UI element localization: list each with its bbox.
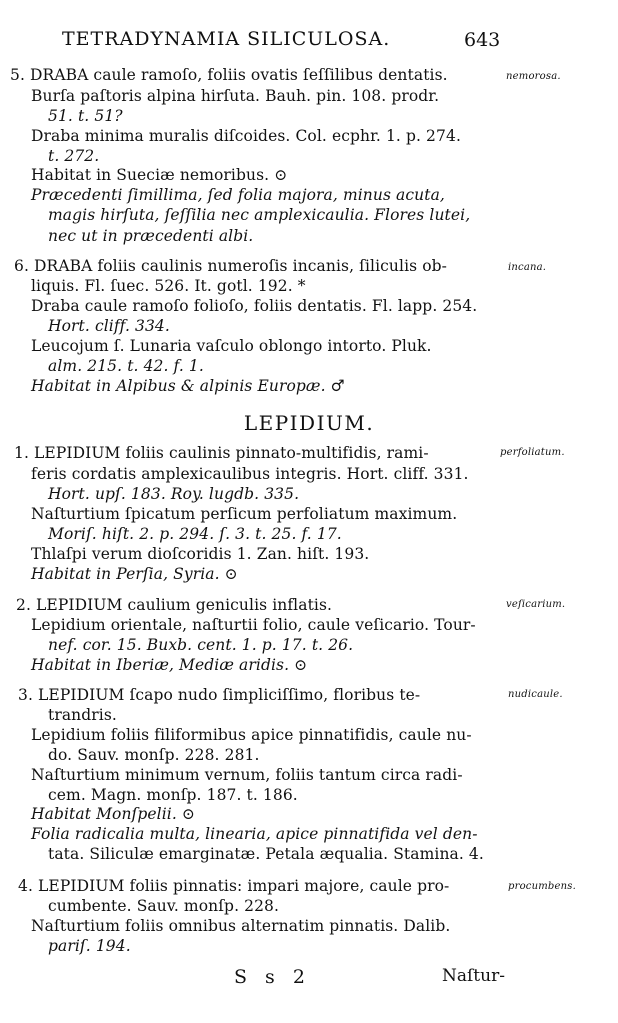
habitat-line: Habitat Monſpelii. ⊙ [31, 805, 195, 823]
margin-species-name: nudicaule. [508, 689, 563, 700]
entry-line: 2. LEPIDIUM caulium geniculis inflatis. [16, 596, 333, 614]
entry-line: Burſa paſtoris alpina hirſuta. Bauh. pin. 108. prodr. [31, 87, 440, 105]
note-line: Folia radicalia multa, linearia, apice pinnatifida vel den- [31, 825, 478, 843]
margin-species-name: nemorosa. [506, 71, 561, 82]
entry-line: trandris. [48, 706, 117, 724]
entry-line: Naſturtium foliis omnibus alternatim pinnatis. Dalib. [31, 917, 451, 935]
entry-line: Hort. cliff. 334. [48, 317, 170, 335]
entry-line: liquis. Fl. ſuec. 526. It. gotl. 192. * [31, 277, 306, 295]
entry-line: 1. LEPIDIUM foliis caulinis pinnato-multifidis, rami- [14, 444, 429, 462]
entry-line: do. Sauv. monſp. 228. 281. [48, 746, 260, 764]
note-line: nec ut in præcedenti albi. [48, 227, 254, 245]
entry-line: Draba minima muralis diſcoides. Col. ecphr. 1. p. 274. [31, 127, 461, 145]
page-header [0, 28, 618, 54]
entry-line: Thlaſpi verum dioſcoridis 1. Zan. hiſt. 193. [31, 545, 370, 563]
entry-line: alm. 215. t. 42. f. 1. [48, 357, 204, 375]
entry-line: pariſ. 194. [48, 937, 131, 955]
entry-line: 3. LEPIDIUM ſcapo nudo ſimpliciſſimo, floribus te- [18, 686, 421, 704]
page-number: 643 [464, 29, 501, 51]
signature-mark: S s 2 [234, 966, 311, 988]
entry-line: cumbente. Sauv. monſp. 228. [48, 897, 280, 915]
note-line: tata. Siliculæ emarginatæ. Petala æqualia. Stamina. 4. [48, 845, 484, 863]
entry-line: t. 272. [48, 147, 100, 165]
entry-line: Leucojum ſ. Lunaria vaſculo oblongo intorto. Pluk. [31, 337, 432, 355]
margin-species-name: perfoliatum. [500, 447, 565, 458]
margin-species-name: procumbens. [508, 881, 576, 892]
habitat-line: Habitat in Perſia, Syria. ⊙ [31, 565, 238, 583]
genus-heading: LEPIDIUM. [243, 411, 375, 435]
entry-line: Naſturtium minimum vernum, foliis tantum circa radi- [31, 766, 463, 784]
entry-line: Hort. upſ. 183. Roy. lugdb. 335. [48, 485, 300, 503]
catchword: Naſtur- [442, 966, 505, 986]
entry-line: nef. cor. 15. Buxb. cent. 1. p. 17. t. 26. [48, 636, 354, 654]
entry-line: Draba caule ramoſo folioſo, foliis dentatis. Fl. lapp. 254. [31, 297, 478, 315]
entry-line: Moriſ. hiſt. 2. p. 294. ſ. 3. t. 25. f. 17. [48, 525, 342, 543]
entry-line: feris cordatis amplexicaulibus integris. Hort. cliff. 331. [31, 465, 469, 483]
entry-line: Lepidium orientale, naſturtii folio, caule veſicario. Tour- [31, 616, 476, 634]
entry-line: 4. LEPIDIUM foliis pinnatis: impari majore, caule pro- [18, 877, 450, 895]
habitat-line: Habitat in Sueciæ nemoribus. ⊙ [31, 166, 288, 184]
entry-line: cem. Magn. monſp. 187. t. 186. [48, 786, 298, 804]
note-line: magis hirſuta, ſeſſilia nec amplexicaulia. Flores lutei, [48, 206, 471, 224]
entry-line: Lepidium foliis filiformibus apice pinnatifidis, caule nu- [31, 726, 472, 744]
margin-species-name: veſicarium. [506, 599, 566, 610]
entry-line: 51. t. 51? [48, 107, 123, 125]
note-line: Præcedenti ſimillima, ſed folia majora, minus acuta, [31, 186, 445, 204]
entry-line: 5. DRABA caule ramoſo, foliis ovatis ſeſſilibus dentatis. [10, 66, 448, 84]
entry-line: Naſturtium ſpicatum perſicum perfoliatum maximum. [31, 505, 458, 523]
running-title: TETRADYNAMIA SILICULOSA. [62, 28, 391, 50]
habitat-line: Habitat in Iberiæ, Mediæ aridis. ⊙ [31, 656, 308, 674]
habitat-line: Habitat in Alpibus & alpinis Europæ. ♂ [31, 377, 345, 395]
margin-species-name: incana. [508, 262, 547, 273]
entry-line: 6. DRABA foliis caulinis numeroſis incanis, ſiliculis ob- [14, 257, 448, 275]
